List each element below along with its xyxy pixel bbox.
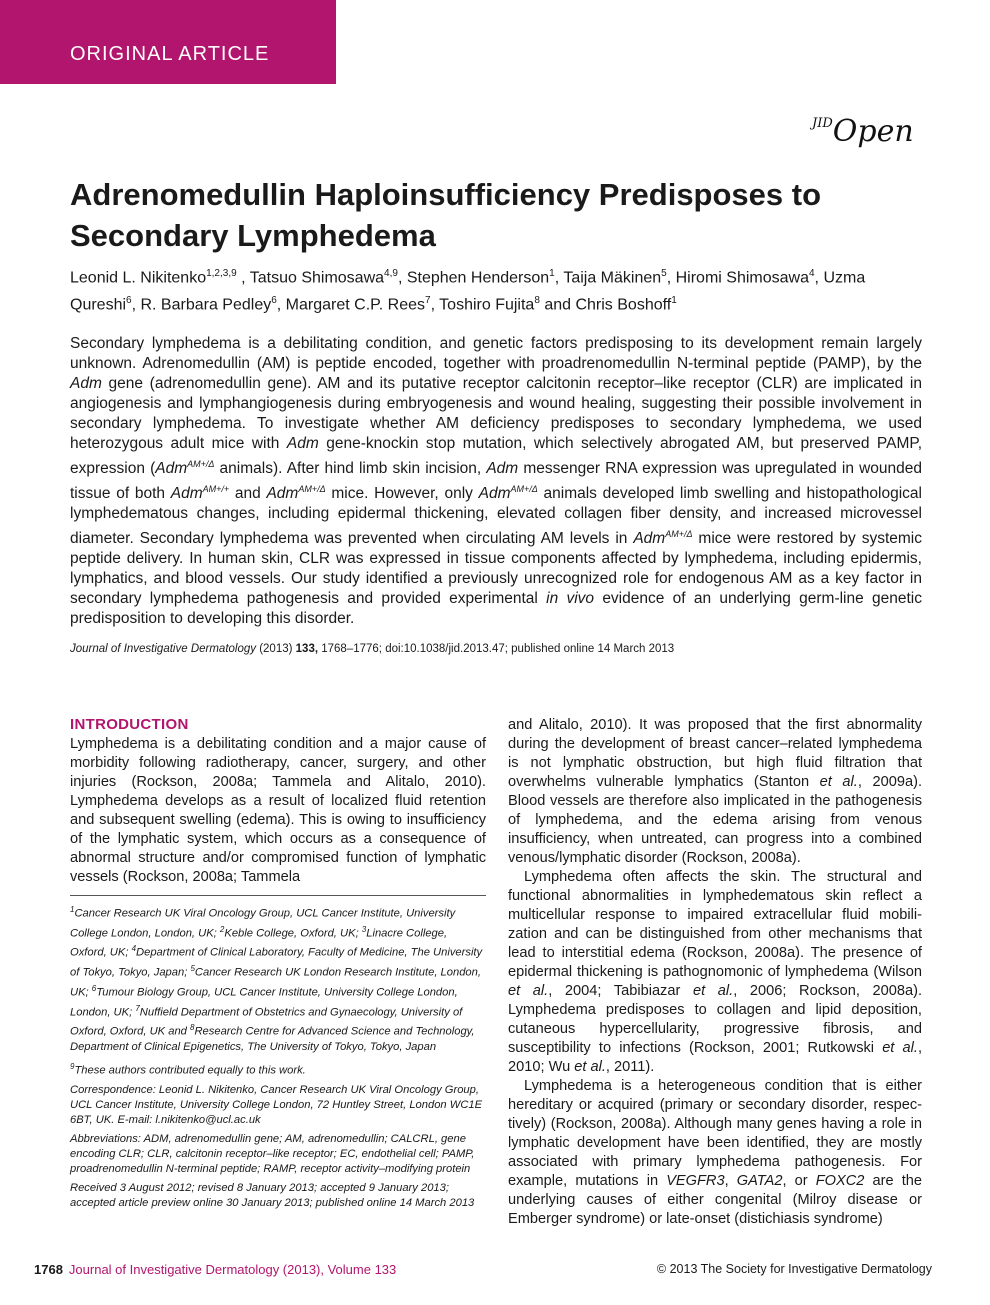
introduction-heading: INTRODUCTION: [70, 716, 189, 733]
equal-contribution-footnote: $^9$These authors contributed equally to this work.: [70, 1062, 306, 1077]
section-label: ORIGINAL ARTICLE: [70, 43, 270, 65]
jid-open-logo: [812, 114, 914, 149]
abstract-text: Secondary lymphedema is a debilitating condition, and genetic factors predisposing to its development remain largely unknown. Adrenomedullin (AM) is peptide encoded, together with proadrenomedullin N-terminal peptide (PAMP), by the Adm gene (adrenomedullin gene). AM and its putative receptor calcitonin receptor–like receptor (CLR) are implicated in angiogenesis and lymphangiogenesis during embryogenesis and wound healing, suggesting their possible involvement in secondary lymphedema. To investigate whether AM deficiency predisposes to secondary lymphedema, we used heterozygous adult mice with Adm gene-knockin stop mutation, which selectively abrogated AM, but preserved PAMP, expression (Adm$^{AM+/\Delta}$ animals). After hind limb skin incision, Adm messenger RNA expression was upregulated in wounded tissue of both Adm$^{AM+/+}$ and Adm$^{AM+/\Delta}$ mice. However, only Adm$^{AM+/\Delta}$ animals developed limb swelling and histopathological lymphedematous changes, including epidermal thickening, elevated collagen fiber density, and increased microvessel diameter. Secondary lymphedema was prevented when circulating AM levels in Adm$^{AM+/\Delta}$ mice were restored by systemic peptide delivery. In human skin, CLR was expressed in tissue components affected by lymphedema, including epidermis, lymphatics, and blood vessels. Our study identified a previously unrecognized role for endogenous AM as a key factor in secondary lymphedema pathogenesis and provided experimental in vivo evidence of an underlying germ-line genetic predisposition to developing this disorder.: [70, 335, 923, 628]
article-title: Adrenomedullin Haploinsufficiency Predisposes to Secondary Lymphedema: [70, 177, 822, 253]
abstract: [70, 334, 922, 629]
citation-line: Journal of Investigative Dermatology (2013) 133, 1768–1776; doi:10.1038/jid.2013.47; published online 14 March 2013: [70, 643, 675, 655]
copyright: © 2013 The Society for Investigative Dermatology: [656, 1262, 932, 1276]
intro-paragraph-3: Lymphedema is a heterogeneous condition that is either hereditary or acquired (primary or secondary disorder, respec- tively) (Rockson, 2008a). Although many genes having a role in lymphatic development have been identified, they are mostly associated with primary lymphedema pathogenesis. For example, mutations in VEGFR3, GATA2, or FOXC2 are the underlying causes of either congenital (Milroy disease or Emberger syndrome) or late-onset (distichiasis syndrome): [508, 1078, 922, 1227]
page-number: 1768: [34, 1262, 63, 1277]
footnote-divider: [70, 895, 486, 896]
dates-footnote: Received 3 August 2012; revised 8 January 2013; accepted 9 January 2013; accepted article preview online 30 January 2013; published online 14 March 2013: [70, 1181, 475, 1209]
abbreviations-footnote: Abbreviations: ADM, adrenomedullin gene; AM, adrenomedullin; CALCRL, gene encoding CLR; CLR, calcitonin receptor–like receptor; EC, endothelial cell; PAMP, proadrenomedullin N-terminal peptide; RAMP, receptor activity–modifying protein: [70, 1132, 475, 1175]
intro-paragraph-1-cont: and Alitalo, 2010). It was proposed that the first abnormality during the development of breast cancer–related lymphedema is not lymphatic obstruction, but high fluid filtration that overwhelms vulnerable lymphatics (Stanton et al., 2009a). Blood vessels are therefore also implicated in the pathogenesis of lymphedema, and the edema arising from venous insufficiency, when untreated, can progress into a combined venous/lymphatic disorder (Rockson, 2008a).: [508, 717, 923, 866]
correspondence-footnote: Correspondence: Leonid L. Nikitenko, Cancer Research UK Viral Oncology Group, UCL Cancer Institute, University College London, 72 Huntley Street, London WC1E 6BT, UK. E-mail: l.nikitenko@ucl.ac.uk: [70, 1083, 483, 1126]
intro-paragraph-1: Lymphedema is a debilitating condition and a major cause of morbidity following radiotherapy, cancer, surgery, and other injuries (Rockson, 2008a; Tammela and Alitalo, 2010). Lymphedema develops as a result of localized fluid retention and subsequent swelling (edema). This is owing to insufficiency of the lymphatic system, which occurs as a consequence of abnormal structure and/or compromised function of lymphatic vessels (Rockson, 2008a; Tammela: [70, 736, 486, 885]
logo-prefix: JID: [812, 116, 833, 131]
logo-main: Open: [832, 114, 914, 149]
page-footer-left: [34, 1262, 396, 1277]
author-list: Leonid L. Nikitenko$^{1,2,3,9}$ , Tatsuo Shimosawa$^{4,9}$, Stephen Henderson$^1$, Taija Mäkinen$^5$, Hiromi Shimosawa$^4$, Uzma Qureshi$^6$, R. Barbara Pedley$^6$, Margaret C.P. Rees$^7$, Toshiro Fujita$^8$ and Chris Boshoff$^1$: [70, 268, 866, 314]
left-column: [70, 716, 486, 1215]
intro-paragraph-2: Lymphedema often affects the skin. The structural and functional abnormalities in lymphedematous skin reflect a multicellular response to impaired extracellular fluid mobili- zation and can be distinguished from other mechanisms that lead to interstitial edema (Rockson, 2008a). The presence of epidermal thickening is pathognomonic of lymphedema (Wilson et al., 2004; Tabibiazar et al., 2006; Rockson, 2008a). Lymphedema predisposes to collagen and lipid deposition, cutaneous hypercellularity, progressive fibrosis, and susceptibility to infections (Rockson, 2001; Rutkowski et al., 2010; Wu et al., 2011).: [508, 869, 923, 1075]
section-banner: [0, 0, 336, 84]
affiliations-footnote: $^1$Cancer Research UK Viral Oncology Group, UCL Cancer Institute, University College London, London, UK; $^2$Keble College, Oxford, UK; $^3$Linacre College, Oxford, UK; $^4$Department of Clinical Laboratory, Faculty of Medicine, The University of Tokyo, Tokyo, Japan; $^5$Cancer Research UK London Research Institute, London, UK; $^6$Tumour Biology Group, UCL Cancer Institute, University College London, London, UK; $^7$Nuffield Department of Obstetrics and Gynaecology, University of Oxford, Oxford, UK and $^8$Research Centre for Advanced Science and Technology, Department of Clinical Epigenetics, The University of Tokyo, Tokyo, Japan: [70, 905, 483, 1054]
journal-info: Journal of Investigative Dermatology (2013), Volume 133: [68, 1262, 397, 1277]
right-column: [508, 716, 922, 1229]
